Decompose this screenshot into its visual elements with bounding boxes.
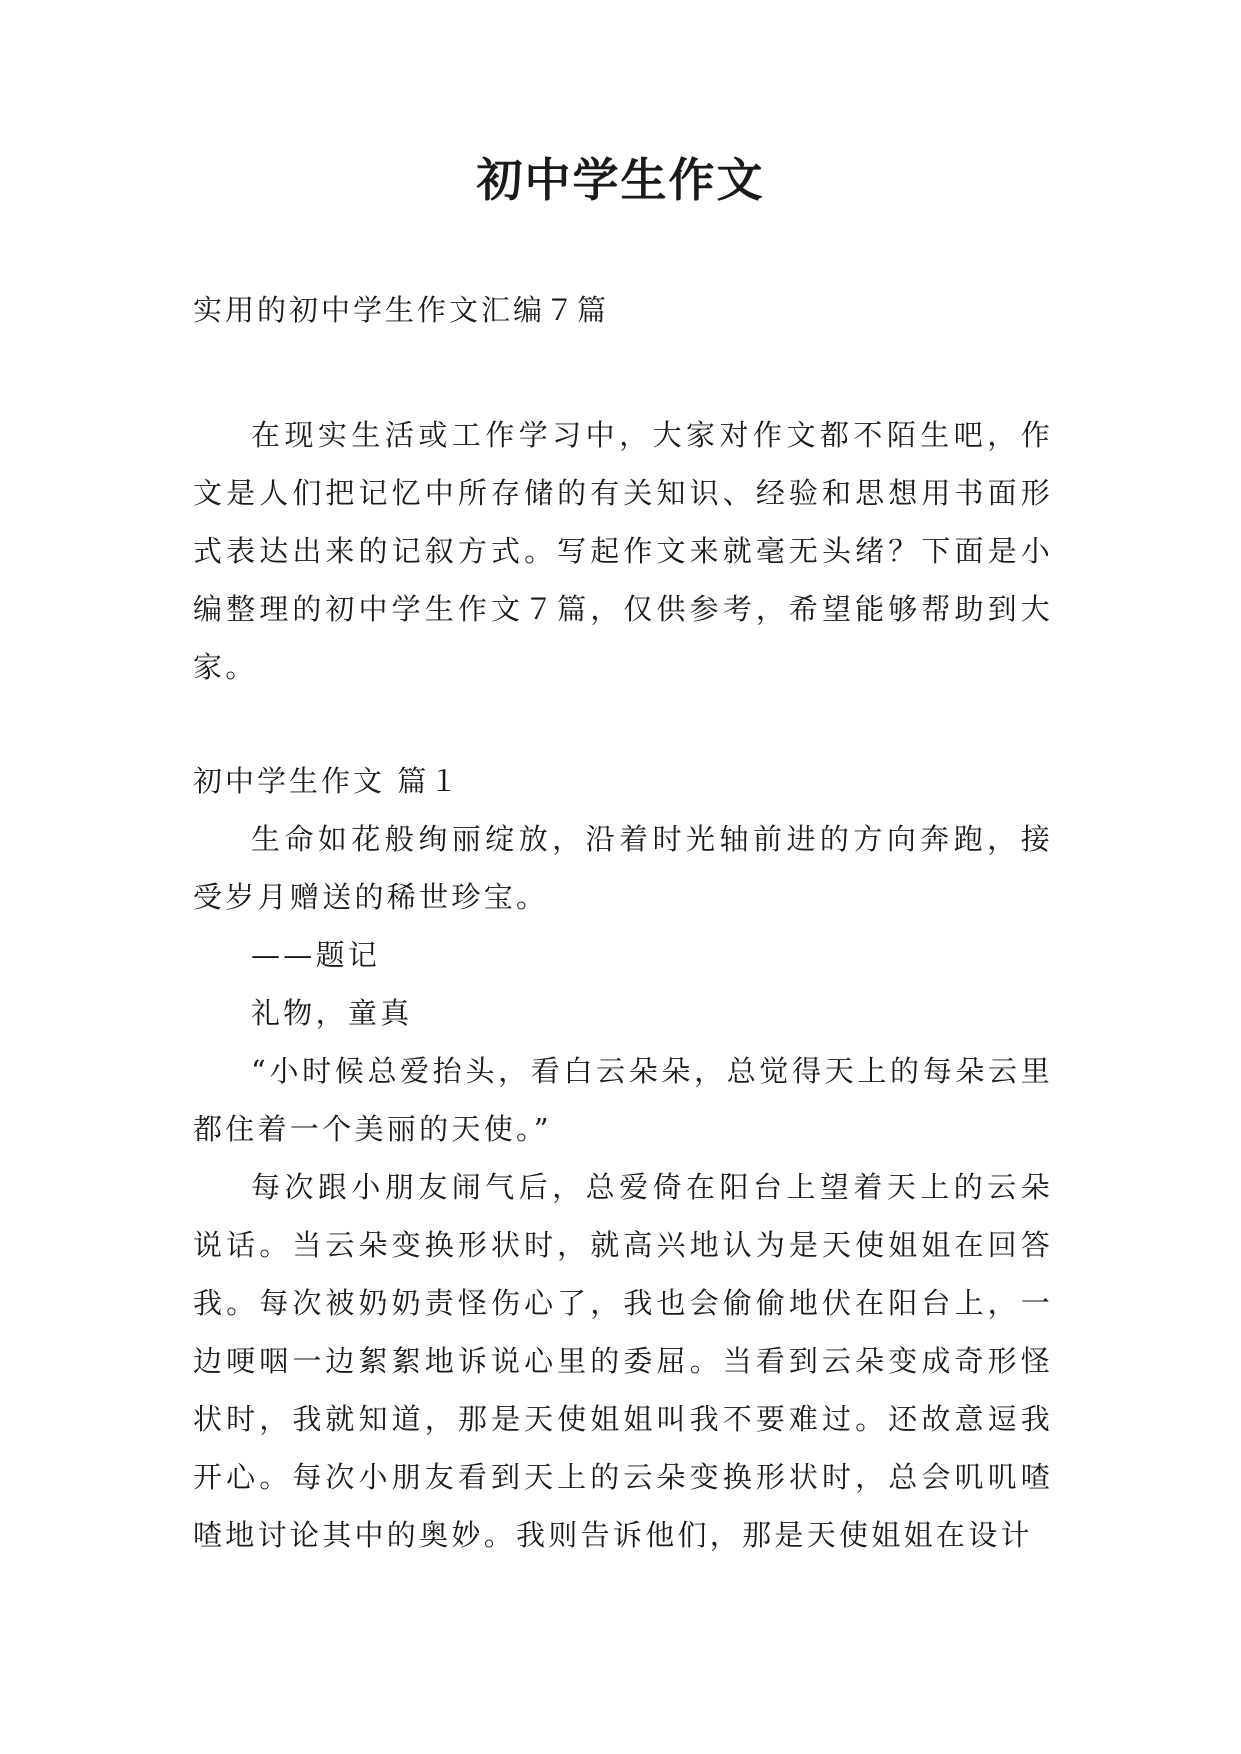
- epigraph-attribution: ——题记: [251, 938, 381, 972]
- body-paragraph: 生命如花般绚丽绽放，沿着时光轴前进的方向奔跑，接受岁月赠送的稀世珍宝。: [193, 822, 1053, 914]
- body-paragraph: 礼物，童真: [251, 996, 413, 1030]
- section-heading: 初中学生作文 篇１: [193, 764, 462, 798]
- intro-paragraph-block: [193, 406, 1053, 696]
- intro-paragraph: 在现实生活或工作学习中，大家对作文都不陌生吧，作文是人们把记忆中所存储的有关知识、经验和思想用书面形式表达出来的记叙方式。写起作文来就毫无头绪？下面是小编整理的初中学生作文７篇，仅供参考，希望能够帮助到大家。: [193, 418, 1053, 684]
- document-title: 初中学生作文: [476, 153, 765, 207]
- body-paragraph: 每次跟小朋友闹气后，总爱倚在阳台上望着天上的云朵说话。当云朵变换形状时，就高兴地认为是天使姐姐在回答我。每次被奶奶责怪伤心了，我也会偷偷地伏在阳台上，一边哽咽一边絮絮地诉说心里的委屈。当看到云朵变成奇形怪状时，我就知道，那是天使姐姐叫我不要难过。还故意逗我开心。每次小朋友看到天上的云朵变换形状时，总会叽叽喳喳地讨论其中的奥妙。我则告诉他们，那是天使姐姐在设计: [193, 1170, 1053, 1552]
- quote-paragraph: “小时候总爱抬头，看白云朵朵，总觉得天上的每朵云里都住着一个美丽的天使。”: [193, 1054, 1053, 1146]
- document-subtitle: 实用的初中学生作文汇编７篇: [193, 293, 610, 327]
- section-body: [193, 810, 1053, 1564]
